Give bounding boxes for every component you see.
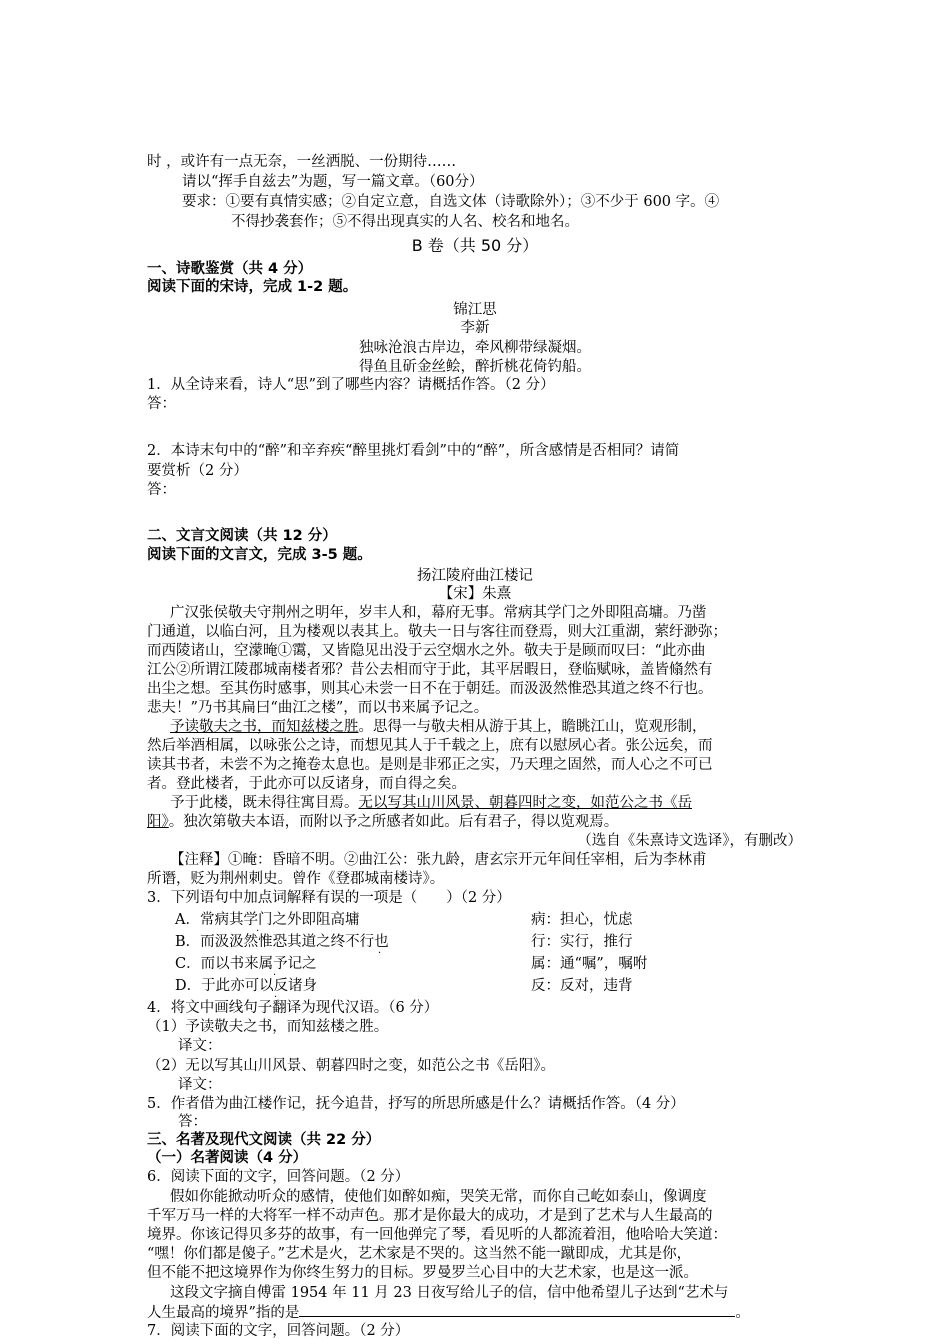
passage-text: 。思得一与敬夫相从游于其上，瞻眺江山，览观形制， [358,719,707,735]
passage-line [147,812,618,832]
essay-requirements: 要求：①要有真情实感；②自定立意，自选文体（诗歌除外）；③不少于 600 字。④ [182,194,720,210]
answer-label: 答： [178,1114,207,1130]
option-b: B．而汲汲然惟恐其道之终不行也 [175,934,389,950]
section-1-instruction: 阅读下面的宋诗，完成 1-2 题。 [147,279,358,295]
question-7: 7．阅读下面的文字，回答问题。（2 分） [147,1323,410,1339]
emphasis-dot: · [274,992,278,1003]
section-1-heading: 一、诗歌鉴赏（共 4 分） [147,261,313,277]
underlined-sentence-1: 予读敬夫之书，而知兹楼之胜 [170,719,359,735]
passage-line: 读其书者，未尝不为之掩卷太息也。是则是非邪正之实，乃天理之固然，而人心之不可已 [147,757,713,773]
emphasis-dot: · [378,948,382,959]
passage-line [170,717,707,737]
passage-line: 但不能不把这境界作为你终生努力的目标。罗曼罗兰心目中的大艺术家，也是这一派。 [147,1265,698,1281]
question-6-prompt-cont [147,1302,750,1323]
passage-line: 假如你能掀动听众的感情，使他们如醉如痴，哭笑无常，而你自己屹如泰山，像调度 [170,1189,707,1205]
option-c-gloss: 属：通“嘱”，嘱咐 [531,956,648,972]
option-c: C．而以书来属予记之 [175,956,317,972]
passage-text: 予于此楼，既未得往寓目焉。 [170,795,359,811]
answer-label: 答： [147,482,176,498]
poem-line: 独咏沧浪古岸边，牵风柳带绿凝烟。 [359,340,591,356]
question-4-2: （2）无以写其山川风景、朝暮四时之变，如范公之书《岳阳》。 [147,1058,555,1074]
notes-cont: 所谮，贬为荆州刺史。曾作《登郡城南楼诗》。 [147,871,445,887]
passage-text: 。独次第敬夫本语，而附以予之所感者如此。后有君子，得以览观焉。 [168,814,619,830]
section-2-heading: 二、文言文阅读（共 12 分） [147,528,337,544]
section-2-instruction: 阅读下面的文言文，完成 3-5 题。 [147,547,372,563]
option-b-gloss: 行：实行，推行 [531,934,633,950]
option-d: D．于此亦可以反诸身 [175,978,318,994]
option-d-gloss: 反：反对，违背 [531,978,633,994]
passage-line: 出尘之想。至其伤时感事，则其心未尝一日不在于朝廷。而汲汲然惟恐其道之终不行也。 [147,681,713,697]
notes: 【注释】①晻：昏暗不明。②曲江公：张九龄，唐玄宗开元年间任宰相，后为李林甫 [170,852,707,868]
option-a-gloss: 病：担心，忧虑 [531,912,633,928]
emphasis-dot: · [273,970,277,981]
poem-title: 锦江思 [453,302,497,318]
translation-label: 译文： [178,1038,222,1054]
question-6-period: 。 [735,1305,750,1321]
question-3: 3．下列语句中加点词解释有误的一项是（ ）（2 分） [147,890,511,906]
question-2: 2．本诗末句中的“醉”和辛弃疾“醉里挑灯看剑”中的“醉”，所含感情是否相同？请简 [147,443,680,459]
passage-line: 境界。你该记得贝多芬的故事，有一回他弹完了琴，看见听的人都流着泪，他哈哈大笑道： [147,1227,727,1243]
translation-label: 译文： [178,1077,222,1093]
passage-line: 江公②所谓江陵郡城南楼者邪？昔公去相而守于此，其平居暇日，登临赋咏，盖皆翛然有 [147,662,713,678]
passage-line: “嘿！你们都是傻子。”艺术是火，艺术家是不哭的。这当然不能一蹴即成，尤其是你， [147,1246,692,1262]
section-3-sub-1: （一）名著阅读（4 分） [147,1150,308,1166]
passage-line: 者。登此楼者，于此亦可以反诸身，而自得之矣。 [147,776,466,792]
underlined-sentence-2: 无以写其山川风景、朝暮四时之变，如范公之书《岳 [358,795,692,811]
essay-prompt-tail: 时 ，或许有一点无奈，一丝洒脱、一份期待…… [147,154,457,170]
question-6-prompt: 这段文字摘自傅雷 1954 年 11 月 23 日夜写给儿子的信，信中他希望儿子达到“艺术与 [170,1285,729,1301]
underlined-sentence-2-end: 阳》 [147,814,169,830]
passage-source: （选自《朱熹诗文选译》，有删改） [577,833,802,849]
option-a: A．常病其学门之外即阻高墉 [175,912,360,928]
question-1: 1．从全诗来看，诗人“思”到了哪些内容？请概括作答。（2 分） [147,377,555,393]
answer-label: 答： [147,396,176,412]
passage-line: 广汉张侯敬夫守荆州之明年，岁丰人和，幕府无事。常病其学门之外即阻高墉。乃凿 [170,605,707,621]
question-4: 4．将文中画线句子翻译为现代汉语。（6 分） [147,1000,439,1016]
classical-text-title: 扬江陵府曲江楼记 [417,568,533,584]
question-6-prompt-text: 人生最高的境界”指的是 [147,1305,300,1321]
emphasis-dot: · [256,926,260,937]
passage-line: 门通道，以临白河，且为楼观以表其上。敬夫一日与客往而登焉，则大江重湖，萦纡渺弥； [147,624,727,640]
question-6: 6．阅读下面的文字，回答问题。（2 分） [147,1169,410,1185]
question-2-cont: 要赏析（2 分） [147,463,248,479]
passage-line: 然后举酒相属，以咏张公之诗，而想见其人于千载之上，庶有以慰夙心者。张公远矣，而 [147,738,713,754]
passage-line: 悲夫！”乃书其扁曰“曲江之楼”，而以书来属予记之。 [147,700,489,716]
essay-requirements-cont: 不得抄袭套作；⑤不得出现真实的人名、校名和地名。 [231,214,579,230]
answer-blank[interactable] [299,1302,735,1317]
section-3-heading: 三、名著及现代文阅读（共 22 分） [147,1132,381,1148]
poem-line: 得鱼且斫金丝鲙，醉折桃花倚钓船。 [359,359,591,375]
poem-author: 李新 [460,320,490,336]
passage-line [170,793,692,813]
passage-line: 而西陵诸山，空濛晻①霭，又皆隐见出没于云空烟水之外。敬夫于是顾而叹曰：“此亦曲 [147,643,706,659]
question-5: 5．作者借为曲江楼作记，抚今追昔，抒写的所思所感是什么？请概括作答。（4 分） [147,1096,685,1112]
passage-line: 千军万马一样的大将军一样不动声色。那才是你最大的成功，才是到了艺术与人生最高的 [147,1208,713,1224]
question-4-1: （1）予读敬夫之书，而知兹楼之胜。 [147,1019,389,1035]
juan-b-heading: B 卷（共 50 分） [411,236,539,255]
classical-text-author: 【宋】朱熹 [438,586,512,602]
essay-prompt-title: 请以“挥手自兹去”为题，写一篇文章。（60分） [182,174,484,190]
